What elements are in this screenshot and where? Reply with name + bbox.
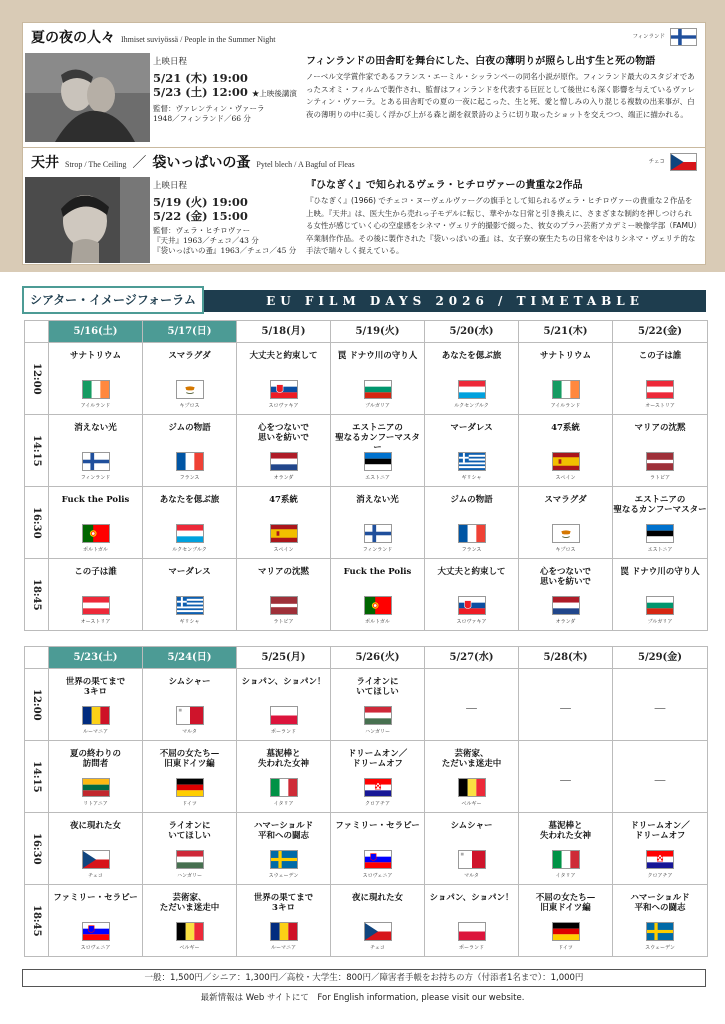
austria-flag-icon xyxy=(82,596,110,615)
country-name: スペイン xyxy=(273,547,294,553)
day-header: 5/22(金) xyxy=(638,326,682,337)
film-title: ドリームオン／ ドリームオフ xyxy=(630,821,690,841)
screening-slot[interactable] xyxy=(49,669,143,740)
time-label: 18:45 xyxy=(25,885,49,956)
ireland-flag-icon xyxy=(552,380,580,399)
screening-slot[interactable] xyxy=(49,885,143,956)
film-card-ceiling xyxy=(22,147,706,265)
country-name: イタリア xyxy=(555,873,576,879)
screening-slot[interactable] xyxy=(49,343,143,414)
country-name: ポーランド xyxy=(458,945,484,951)
spain-flag-icon xyxy=(552,452,580,471)
croatia-flag-icon xyxy=(364,778,392,797)
film-title: この子は誰 xyxy=(74,567,117,577)
austria-flag-icon xyxy=(646,380,674,399)
film-headline: フィンランドの田舎町を舞台にした、白夜の薄明りが照らし出す生と死の物語 xyxy=(306,56,656,67)
film-title: スマラグダ xyxy=(544,495,587,505)
screening-slot[interactable] xyxy=(49,559,143,630)
ireland-flag-icon xyxy=(82,380,110,399)
latvia-flag-icon xyxy=(646,452,674,471)
day-header: 5/27(水) xyxy=(425,647,519,668)
film-title: 芸術家、 ただいま迷走中 xyxy=(159,893,220,913)
country-name: エストニア xyxy=(647,547,673,553)
greece-flag-icon xyxy=(458,452,486,471)
country-name: エストニア xyxy=(365,475,390,481)
day-header: 5/29(金) xyxy=(638,652,682,663)
belgium-flag-icon xyxy=(458,778,486,797)
screening-slot[interactable] xyxy=(143,741,237,812)
film-headline: 『ひなぎく』で知られるヴェラ・ヒチロヴァーの貴重な2作品 xyxy=(306,180,583,191)
country-name: フランス xyxy=(179,475,200,481)
film-title: 墓泥棒と 失われた女神 xyxy=(539,821,591,841)
time-label: 12:00 xyxy=(25,343,49,414)
screening-2: 5/23 (土) 12:00 ★上映後講演 xyxy=(153,85,297,99)
film-title: 芸術家、 ただいま迷走中 xyxy=(441,749,502,769)
malta-flag-icon xyxy=(176,706,204,725)
hungary-flag-icon xyxy=(176,850,204,869)
screening-slot[interactable] xyxy=(613,813,707,884)
screening-slot[interactable] xyxy=(49,487,143,558)
day-header-row xyxy=(25,647,707,668)
film-title: ファミリー・セラピー xyxy=(335,821,420,831)
slovenia-flag-icon xyxy=(82,922,110,941)
film-title: 不屈の女たち— 旧東ドイツ編 xyxy=(159,749,220,769)
film-still-photo xyxy=(25,177,150,263)
footer-info: 最新情報は Web サイトにて For English information, please visit our website. xyxy=(200,993,525,1003)
screening-slot[interactable] xyxy=(237,885,331,956)
film-title: ドリームオン／ ドリームオフ xyxy=(347,749,408,769)
film-title: シムシャー xyxy=(450,821,493,831)
screening-slot[interactable] xyxy=(237,669,331,740)
country-name: ドイツ xyxy=(558,945,573,951)
film-title: ライオンに いてほしい xyxy=(356,677,399,697)
film-title: ジムの物語 xyxy=(168,423,211,433)
empty-slot: — xyxy=(519,669,613,740)
screening-2: 5/22 (金) 15:00 xyxy=(153,209,248,223)
luxembourg-flag-icon xyxy=(176,524,204,543)
screening-slot[interactable] xyxy=(425,415,519,486)
country-name: スペイン xyxy=(555,475,576,481)
country-name: スロヴァキア xyxy=(268,403,299,409)
slovakia-flag-icon xyxy=(458,596,486,615)
bulgaria-flag-icon xyxy=(364,380,392,399)
screening-slot[interactable] xyxy=(331,559,425,630)
screening-slot[interactable] xyxy=(331,813,425,884)
time-slot-row xyxy=(25,668,707,740)
country-name: ポルトガル xyxy=(365,619,390,625)
screening-slot[interactable] xyxy=(143,813,237,884)
screening-slot[interactable] xyxy=(613,885,707,956)
empty-slot: — xyxy=(654,773,666,787)
screening-slot[interactable] xyxy=(613,559,707,630)
screening-slot[interactable] xyxy=(613,415,707,486)
czech-flag-icon xyxy=(82,850,110,869)
film-title: エストニアの 聖なるカンフーマスター xyxy=(613,495,707,515)
screening-slot[interactable] xyxy=(331,343,425,414)
country-name: ルクセンブルク xyxy=(172,547,207,553)
time-slot-row xyxy=(25,342,707,414)
screening-slot[interactable] xyxy=(237,741,331,812)
country-name: スウェーデン xyxy=(268,873,299,879)
country-name: ベルギー xyxy=(179,945,200,951)
film-title: あなたを偲ぶ旅 xyxy=(159,495,220,505)
malta-flag-icon xyxy=(458,850,486,869)
country-name: オランダ xyxy=(555,619,576,625)
country-name: ドイツ xyxy=(182,801,197,807)
country-name: ブルガリア xyxy=(647,619,673,625)
day-header: 5/17(日) xyxy=(143,321,237,342)
time-label: 16:30 xyxy=(25,813,49,884)
country-name: マルタ xyxy=(464,873,479,879)
time-slot-row xyxy=(25,558,707,630)
portugal-flag-icon xyxy=(82,524,110,543)
film-still-photo xyxy=(25,53,150,142)
day-header: 5/25(月) xyxy=(237,647,331,668)
screening-slot[interactable] xyxy=(519,813,613,884)
screening-slot[interactable] xyxy=(613,487,707,558)
film-title: ライオンに いてほしい xyxy=(168,821,211,841)
film-title: ジムの物語 xyxy=(450,495,493,505)
timetable-title: EU FILM DAYS 2026 / TIMETABLE xyxy=(204,290,706,312)
portugal-flag-icon xyxy=(364,596,392,615)
country-name: スロヴァキア xyxy=(456,619,487,625)
film-meta: 監督：ヴェラ・ヒチロヴァー 『天井』1963／チェコ／43 分 『袋いっぱいの蚤』1963／チェコ／45 分 xyxy=(153,226,297,255)
day-header: 5/23(土) xyxy=(49,647,143,668)
italy-flag-icon xyxy=(270,778,298,797)
country-name: ラトビア xyxy=(273,619,294,625)
film-schedule xyxy=(153,55,297,124)
country-name: フィンランド xyxy=(362,547,393,553)
czech-flag-icon xyxy=(670,153,697,171)
day-header: 5/16(土) xyxy=(49,321,143,342)
empty-slot: — xyxy=(519,741,613,812)
film-title: 世界の果てまで 3キロ xyxy=(253,893,314,913)
country-name: リトアニア xyxy=(83,801,108,807)
film-body: 『ひなぎく』(1966) でチェコ・ヌーヴェルヴァーグの旗手として知られるヴェラ・ヒチロヴァーの貴重な２作品を上映。『天井』は、医大生から売れっ子モデルに転じ、華やかな日常と引き換えに、さまざまな制約を押しつけられる女性が感じていく心の空虚感をシネマ・ヴェリテ的撮影で綴った、彼女のプラハ芸術アカデミー映像学部（FAMU）卒業制作作品。その後に製作された『袋いっぱいの蚤』は、女子寮の寮生たちの日常をやはりシネマ・ヴェリテ的な手法で瑞々しく捉えている。 xyxy=(306,196,698,255)
country-name: フランス xyxy=(461,547,482,553)
country-name: ルクセンブルク xyxy=(454,403,489,409)
screening-slot[interactable] xyxy=(519,885,613,956)
country-name: オランダ xyxy=(273,475,294,481)
country-name: ハンガリー xyxy=(364,729,390,735)
film-title: マリアの沈黙 xyxy=(257,567,309,577)
screening-slot[interactable] xyxy=(331,669,425,740)
day-header: 5/18(月) xyxy=(237,321,331,342)
lithuania-flag-icon xyxy=(82,778,110,797)
cyprus-flag-icon xyxy=(176,380,204,399)
screening-slot[interactable] xyxy=(331,885,425,956)
film-title: 夏の終わりの 訪問者 xyxy=(69,749,121,769)
country-name: ポルトガル xyxy=(83,547,108,553)
country-name: スウェーデン xyxy=(645,945,675,951)
country-name: クロアチア xyxy=(647,873,673,879)
film-country: フィンランド xyxy=(632,34,665,40)
film-title: 心をつないで 思いを紡いで xyxy=(257,423,309,443)
screening-slot[interactable] xyxy=(613,343,707,414)
screening-slot[interactable] xyxy=(143,885,237,956)
romania-flag-icon xyxy=(82,706,110,725)
country-name: オーストリア xyxy=(80,619,111,625)
screening-slot[interactable] xyxy=(143,559,237,630)
day-header: 5/24(日) xyxy=(143,647,237,668)
film-title: スマラグダ xyxy=(168,351,211,361)
price-info: 一般：1,500円／シニア：1,300円／高校・大学生：800円／障害者手帳をお持ちの方（付添者1名まで）：1,000円 xyxy=(22,969,706,987)
estonia-flag-icon xyxy=(646,524,674,543)
country-name: マルタ xyxy=(182,729,197,735)
country-name: イタリア xyxy=(273,801,294,807)
screening-slot[interactable] xyxy=(425,741,519,812)
screening-slot[interactable] xyxy=(237,559,331,630)
finland-flag-icon xyxy=(364,524,392,543)
film-title: 罠 ドナウ川の守り人 xyxy=(337,351,418,361)
timetable-week-2 xyxy=(24,646,708,957)
time-slot-row xyxy=(25,486,707,558)
film-meta: 監督：ヴァレンティン・ヴァーラ 1948／フィンランド／66 分 xyxy=(153,104,265,123)
film-title: Fuck the Polis xyxy=(61,495,130,505)
country-name: キプロス xyxy=(555,547,576,553)
screening-1: 5/21 (木) 19:00 xyxy=(153,71,248,85)
screening-slot[interactable] xyxy=(143,669,237,740)
theater-label: シアター・イメージフォーラム xyxy=(22,286,204,314)
film-title: マーダレス xyxy=(168,567,211,577)
screening-1: 5/19 (火) 19:00 xyxy=(153,195,248,209)
country-name: フィンランド xyxy=(80,475,111,481)
film-title: ショパン、ショパン！ xyxy=(429,893,514,903)
film-title: サナトリウム xyxy=(70,351,121,361)
netherlands-flag-icon xyxy=(552,596,580,615)
country-name: ラトビア xyxy=(649,475,670,481)
screening-slot[interactable] xyxy=(519,487,613,558)
film-country: チェコ xyxy=(648,159,665,165)
sweden-flag-icon xyxy=(646,922,674,941)
poland-flag-icon xyxy=(458,922,486,941)
bulgaria-flag-icon xyxy=(646,596,674,615)
film-title: ショパン、ショパン！ xyxy=(241,677,326,687)
screening-slot[interactable] xyxy=(49,415,143,486)
film-description xyxy=(306,179,698,258)
screening-slot[interactable] xyxy=(519,343,613,414)
country-name: ギリシャ xyxy=(179,619,200,625)
film-title: 夜に現れた女 xyxy=(351,893,403,903)
time-slot-row xyxy=(25,740,707,812)
estonia-flag-icon xyxy=(364,452,392,471)
film-title: 夏の夜の人々 Ihmiset suviyössä / People in the Summer Night xyxy=(31,30,276,46)
country-name: ハンガリー xyxy=(176,873,202,879)
country-name: アイルランド xyxy=(80,403,111,409)
time-label: 14:15 xyxy=(25,415,49,486)
belgium-flag-icon xyxy=(176,922,204,941)
country-name: スロヴェニア xyxy=(80,945,111,951)
country-name: チェコ xyxy=(370,945,385,951)
screening-slot[interactable] xyxy=(331,415,425,486)
film-title: マリアの沈黙 xyxy=(634,423,686,433)
screening-slot[interactable] xyxy=(425,343,519,414)
country-name: スロヴェニア xyxy=(362,873,393,879)
time-slot-row xyxy=(25,884,707,956)
screening-slot[interactable] xyxy=(425,487,519,558)
film-title: ハマーショルド 平和への闘志 xyxy=(253,821,314,841)
film-title: 47系統 xyxy=(269,495,298,505)
screening-slot[interactable] xyxy=(425,885,519,956)
empty-slot: — xyxy=(654,701,666,715)
romania-flag-icon xyxy=(270,922,298,941)
greece-flag-icon xyxy=(176,596,204,615)
screening-slot[interactable] xyxy=(237,415,331,486)
country-name: ポーランド xyxy=(270,729,296,735)
hungary-flag-icon xyxy=(364,706,392,725)
czech-flag-icon xyxy=(364,922,392,941)
luxembourg-flag-icon xyxy=(458,380,486,399)
film-title: 墓泥棒と 失われた女神 xyxy=(257,749,309,769)
screening-slot[interactable] xyxy=(331,487,425,558)
timetable-week-1 xyxy=(24,320,708,631)
film-title: サナトリウム xyxy=(540,351,591,361)
film-title: エストニアの 聖なるカンフーマスター xyxy=(335,423,420,453)
film-title: 消えない光 xyxy=(356,495,399,505)
timetable-header xyxy=(22,286,706,314)
finland-flag-icon xyxy=(82,452,110,471)
film-title: シムシャー xyxy=(168,677,211,687)
day-header: 5/26(火) xyxy=(331,647,425,668)
film-title: 世界の果てまで 3キロ xyxy=(65,677,126,697)
film-title: 大丈夫と約束して xyxy=(437,567,506,577)
country-name: アイルランド xyxy=(550,403,581,409)
screening-slot[interactable] xyxy=(331,741,425,812)
latvia-flag-icon xyxy=(270,596,298,615)
country-name: キプロス xyxy=(179,403,200,409)
screening-slot[interactable] xyxy=(425,559,519,630)
film-title: この子は誰 xyxy=(638,351,682,361)
screening-slot[interactable] xyxy=(143,343,237,414)
screening-slot[interactable] xyxy=(237,813,331,884)
film-title: Fuck the Polis xyxy=(343,567,412,577)
film-schedule xyxy=(153,179,296,256)
time-label: 18:45 xyxy=(25,559,49,630)
film-title: あなたを偲ぶ旅 xyxy=(441,351,502,361)
film-title: ハマーショルド 平和への闘志 xyxy=(630,893,690,913)
day-header: 5/19(火) xyxy=(331,321,425,342)
film-body: ノーベル文学賞作家であるフランス・エーミル・シッランペーの同名小説が原作。フィンランド最大のスタジオであったスオミ・フィルムで製作され、監督はフィンランドを代表する巨匠として後世にも深く影響を与えているヴァレンティン・ヴァーラ。とある田舎町での夏の一夜に起こった、生と死、愛と憎しみの入り混じる複数の出来事が、白夜の薄明りの中に美しく浮かび上がる森と湖を叙景詩のように切り取ったショットを交えつつ、端正に描かれる。 xyxy=(306,72,695,119)
time-label: 14:15 xyxy=(25,741,49,812)
croatia-flag-icon xyxy=(646,850,674,869)
netherlands-flag-icon xyxy=(270,452,298,471)
day-header: 5/21(木) xyxy=(519,321,613,342)
slovakia-flag-icon xyxy=(270,380,298,399)
film-info-panel xyxy=(0,0,725,272)
time-slot-row xyxy=(25,414,707,486)
country-name: ギリシャ xyxy=(461,475,482,481)
day-header-row xyxy=(25,321,707,342)
film-title: 罠 ドナウ川の守り人 xyxy=(620,567,700,577)
film-title: 不屈の女たち— 旧東ドイツ編 xyxy=(535,893,596,913)
film-title: 消えない光 xyxy=(74,423,117,433)
film-subtitle: Ihmiset suviyössä / People in the Summer Night xyxy=(121,35,276,44)
cyprus-flag-icon xyxy=(552,524,580,543)
country-name: チェコ xyxy=(88,873,103,879)
country-name: クロアチア xyxy=(364,801,390,807)
screening-slot[interactable] xyxy=(237,343,331,414)
slovenia-flag-icon xyxy=(364,850,392,869)
finland-flag-icon xyxy=(670,28,697,46)
screening-slot[interactable] xyxy=(519,559,613,630)
film-title: 夜に現れた女 xyxy=(69,821,121,831)
time-label: 12:00 xyxy=(25,669,49,740)
screening-slot[interactable] xyxy=(425,813,519,884)
film-title: ファミリー・セラピー xyxy=(53,893,138,903)
day-header: 5/28(木) xyxy=(519,647,613,668)
screening-slot[interactable] xyxy=(143,415,237,486)
time-slot-row xyxy=(25,812,707,884)
country-name: ルーマニア xyxy=(270,945,296,951)
france-flag-icon xyxy=(458,524,486,543)
germany-flag-icon xyxy=(176,778,204,797)
sweden-flag-icon xyxy=(270,850,298,869)
film-title: 心をつないで 思いを紡いで xyxy=(539,567,591,587)
spain-flag-icon xyxy=(270,524,298,543)
schedule-label: 上映日程 xyxy=(153,181,188,191)
screening-slot[interactable] xyxy=(49,741,143,812)
film-card-summer-night xyxy=(22,22,706,161)
film-title: 天井 Strop / The Ceiling ／ 袋いっぱいの蚤 Pytel blech / A Bagful of Fleas xyxy=(31,155,355,171)
film-title: 大丈夫と約束して xyxy=(249,351,318,361)
france-flag-icon xyxy=(176,452,204,471)
country-name: ブルガリア xyxy=(365,403,390,409)
screening-slot[interactable] xyxy=(143,487,237,558)
country-name: ルーマニア xyxy=(82,729,108,735)
screening-slot[interactable] xyxy=(49,813,143,884)
film-description xyxy=(306,55,698,121)
day-header: 5/20(水) xyxy=(425,321,519,342)
poland-flag-icon xyxy=(270,706,298,725)
screening-slot[interactable] xyxy=(237,487,331,558)
schedule-label: 上映日程 xyxy=(153,57,188,67)
film-title: 47系統 xyxy=(551,423,580,433)
film-title: マーダレス xyxy=(450,423,493,433)
screening-slot[interactable] xyxy=(519,415,613,486)
germany-flag-icon xyxy=(552,922,580,941)
empty-slot: — xyxy=(425,669,519,740)
time-label: 16:30 xyxy=(25,487,49,558)
italy-flag-icon xyxy=(552,850,580,869)
country-name: ベルギー xyxy=(461,801,482,807)
country-name: オーストリア xyxy=(645,403,675,409)
